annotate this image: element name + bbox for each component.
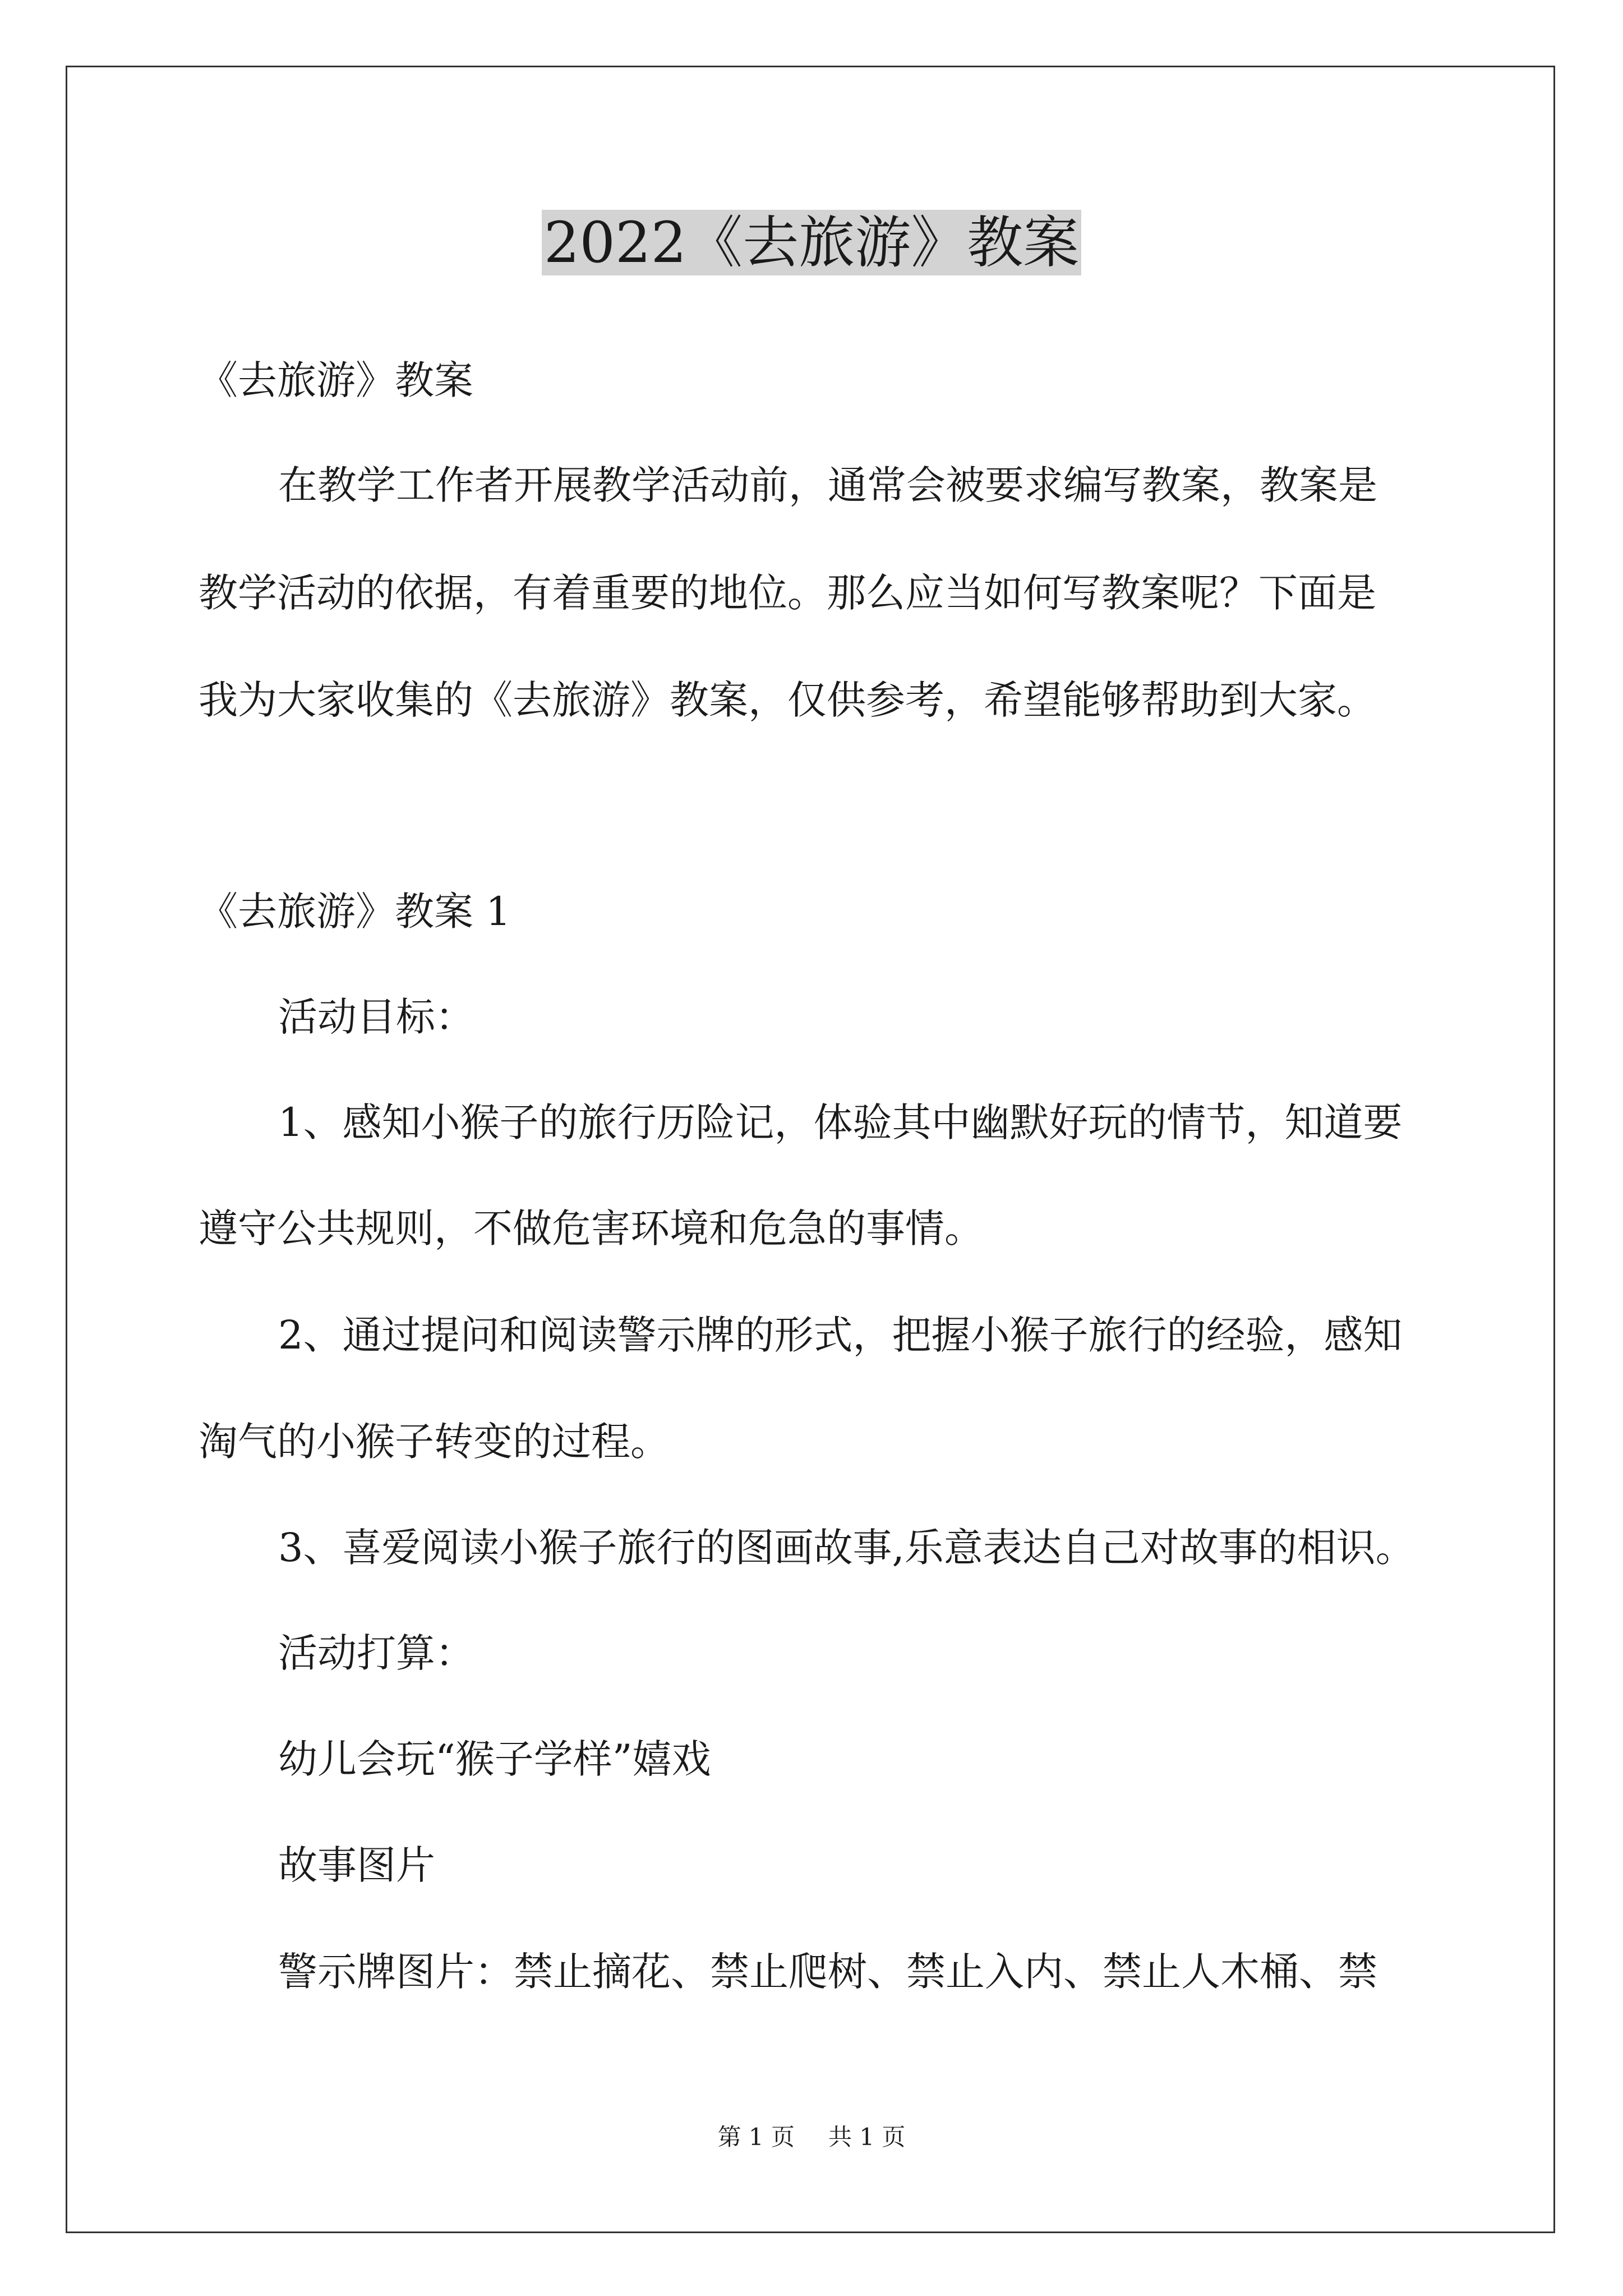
- page-total: 共 1 页: [828, 2123, 906, 2151]
- paragraph-line: 教学活动的依据，有着重要的地位。那么应当如何写教案呢？下面是: [199, 570, 1376, 616]
- page-footer: [0, 2120, 1623, 2154]
- document-title: [0, 201, 1623, 285]
- paragraph-line: 淘气的小猴子转变的过程。: [199, 1419, 670, 1465]
- paragraph-line: 幼儿会玩“猴子学样”嬉戏: [278, 1736, 711, 1782]
- paragraph-line: 2、通过提问和阅读警示牌的形式，把握小猴子旅行的经验，感知: [278, 1312, 1403, 1358]
- paragraph-line: 活动目标：: [278, 994, 474, 1040]
- paragraph-line: 1、感知小猴子的旅行历险记，体验其中幽默好玩的情节，知道要: [278, 1099, 1403, 1145]
- paragraph-line: 故事图片: [278, 1842, 435, 1888]
- paragraph-line: 在教学工作者开展教学活动前，通常会被要求编写教案，教案是: [278, 462, 1377, 508]
- paragraph-line: 遵守公共规则，不做危害环境和危急的事情。: [199, 1205, 984, 1251]
- paragraph-line: 3、喜爱阅读小猴子旅行的图画故事,乐意表达自己对故事的相识。: [278, 1525, 1415, 1571]
- section-heading: 《去旅游》教案 1: [199, 889, 511, 935]
- paragraph-line: 活动打算：: [278, 1630, 474, 1676]
- paragraph-line: 我为大家收集的《去旅游》教案，仅供参考，希望能够帮助到大家。: [199, 677, 1376, 723]
- paragraph-line: 警示牌图片：禁止摘花、禁止爬树、禁止入内、禁止人木桶、禁: [278, 1949, 1377, 1995]
- document-subtitle: 《去旅游》教案: [199, 357, 473, 403]
- page-number: 第 1 页: [717, 2123, 795, 2151]
- document-title-text: 2022《去旅游》教案: [542, 210, 1082, 275]
